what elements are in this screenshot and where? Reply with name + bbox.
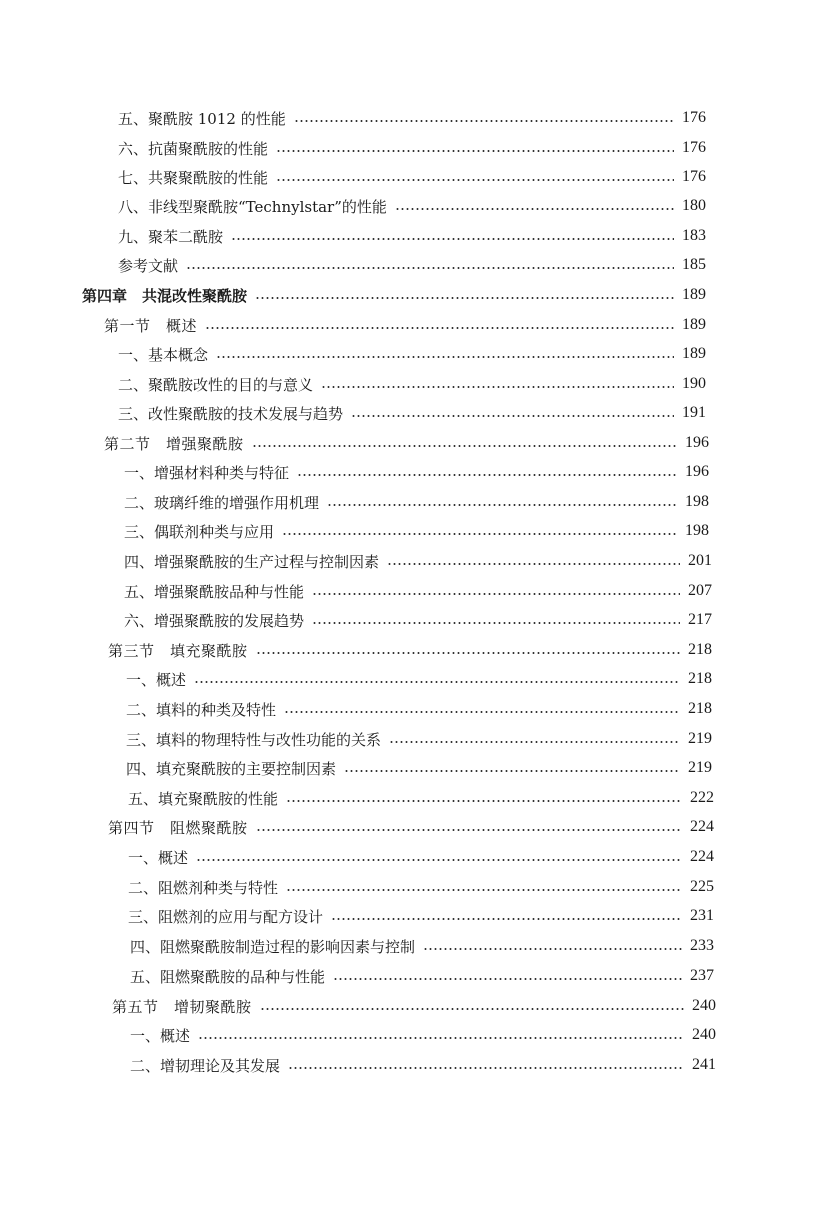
toc-entry-title: 四、填充聚酰胺的主要控制因素 xyxy=(126,759,337,778)
toc-entry-page: 231 xyxy=(690,907,714,924)
toc-entry-title: 二、聚酰胺改性的目的与意义 xyxy=(118,375,314,394)
toc-entry xyxy=(126,697,712,721)
toc-entry-page: 218 xyxy=(688,641,712,658)
toc-entry-title: 五、阻燃聚酰胺的品种与性能 xyxy=(130,967,326,986)
dot-leader xyxy=(312,622,680,624)
dot-leader xyxy=(312,593,680,595)
dot-leader xyxy=(198,1037,684,1039)
dot-leader xyxy=(344,770,680,772)
dot-leader xyxy=(395,208,674,210)
toc-entry-page: 219 xyxy=(688,730,712,747)
dot-leader xyxy=(276,179,674,181)
toc-entry-title: 九、聚苯二酰胺 xyxy=(118,227,224,246)
toc-entry-title: 八、非线型聚酰胺“Technylstar”的性能 xyxy=(118,197,387,216)
toc-entry-title: 五、填充聚酰胺的性能 xyxy=(128,789,279,808)
toc-entry-page: 189 xyxy=(682,286,706,303)
toc-entry xyxy=(124,490,709,514)
dot-leader xyxy=(284,711,680,713)
toc-entry-title: 三、改性聚酰胺的技术发展与趋势 xyxy=(118,404,344,423)
toc-entry-title: 六、抗菌聚酰胺的性能 xyxy=(118,139,269,158)
toc-entry-page: 218 xyxy=(688,700,712,717)
dot-leader xyxy=(255,297,674,299)
toc-entry-title: 参考文献 xyxy=(118,256,179,275)
dot-leader xyxy=(387,563,680,565)
toc-entry-page: 189 xyxy=(682,345,706,362)
toc-entry xyxy=(128,845,714,869)
toc-entry xyxy=(124,608,712,632)
toc-section-title: 第三节 填充聚酰胺 xyxy=(108,641,248,660)
toc-entry-page: 196 xyxy=(685,463,709,480)
toc-entry xyxy=(124,460,709,484)
dot-leader xyxy=(331,918,682,920)
toc-section-title: 第五节 增韧聚酰胺 xyxy=(112,997,252,1016)
toc-entry-page: 240 xyxy=(692,997,716,1014)
toc-entry-page: 218 xyxy=(688,670,712,687)
toc-section xyxy=(108,638,712,662)
dot-leader xyxy=(256,652,680,654)
dot-leader xyxy=(194,681,680,683)
toc-entry xyxy=(118,401,706,425)
toc-entry-title: 一、概述 xyxy=(130,1026,191,1045)
dot-leader xyxy=(288,1067,684,1069)
toc-entry xyxy=(118,372,706,396)
toc-entry-page: 217 xyxy=(688,611,712,628)
toc-entry xyxy=(124,519,709,543)
toc-entry-page: 183 xyxy=(682,227,706,244)
toc-entry xyxy=(126,667,712,691)
toc-entry-title: 一、增强材料种类与特征 xyxy=(124,463,290,482)
dot-leader xyxy=(252,445,677,447)
toc-entry-page: 201 xyxy=(688,552,712,569)
toc-entry-page: 176 xyxy=(682,109,706,126)
toc-entry-page: 224 xyxy=(690,818,714,835)
toc-entry-title: 二、阻燃剂种类与特性 xyxy=(128,878,279,897)
dot-leader xyxy=(186,267,674,269)
toc-entry-title: 七、共聚聚酰胺的性能 xyxy=(118,168,269,187)
dot-leader xyxy=(260,1008,684,1010)
toc-entry-title: 三、填料的物理特性与改性功能的关系 xyxy=(126,730,382,749)
toc-entry-page: 222 xyxy=(690,789,714,806)
dot-leader xyxy=(196,859,682,861)
toc-section xyxy=(104,431,709,455)
toc-entry xyxy=(128,875,714,899)
toc-entry xyxy=(118,106,706,130)
dot-leader xyxy=(205,327,674,329)
dot-leader xyxy=(297,474,677,476)
toc-entry xyxy=(130,1023,716,1047)
toc-entry-page: 180 xyxy=(682,197,706,214)
toc-entry-page: 225 xyxy=(690,878,714,895)
toc-entry xyxy=(118,224,706,248)
toc-entry xyxy=(126,727,712,751)
dot-leader xyxy=(294,120,674,122)
toc-entry-title: 三、偶联剂种类与应用 xyxy=(124,522,275,541)
toc-entry xyxy=(118,136,706,160)
toc-entry-page: 196 xyxy=(685,434,709,451)
dot-leader xyxy=(216,356,674,358)
toc-entry-title: 四、增强聚酰胺的生产过程与控制因素 xyxy=(124,552,380,571)
toc-entry-title: 六、增强聚酰胺的发展趋势 xyxy=(124,611,305,630)
toc-entry xyxy=(118,253,706,277)
dot-leader xyxy=(351,415,674,417)
toc-chapter xyxy=(82,283,706,307)
toc-entry xyxy=(124,549,712,573)
toc-entry xyxy=(118,342,706,366)
dot-leader xyxy=(327,504,677,506)
toc-entry-page: 191 xyxy=(682,404,706,421)
toc-entry xyxy=(126,756,712,780)
dot-leader xyxy=(423,948,682,950)
toc-section xyxy=(112,994,716,1018)
toc-entry-title: 一、概述 xyxy=(126,670,187,689)
toc-entry xyxy=(130,934,714,958)
toc-entry-title: 一、概述 xyxy=(128,848,189,867)
toc-entry-page: 233 xyxy=(690,937,714,954)
toc-entry-title: 三、阻燃剂的应用与配方设计 xyxy=(128,907,324,926)
dot-leader xyxy=(282,533,677,535)
dot-leader xyxy=(231,238,674,240)
toc-entry-page: 198 xyxy=(685,522,709,539)
toc-entry-page: 198 xyxy=(685,493,709,510)
toc-entry xyxy=(118,194,706,218)
toc-section xyxy=(108,815,714,839)
dot-leader xyxy=(333,978,682,980)
toc-entry-page: 176 xyxy=(682,139,706,156)
dot-leader xyxy=(389,741,680,743)
toc-section-title: 第二节 增强聚酰胺 xyxy=(104,434,244,453)
toc-entry xyxy=(118,165,706,189)
toc-entry-title: 五、聚酰胺 1012 的性能 xyxy=(118,109,286,128)
toc-entry-page: 240 xyxy=(692,1026,716,1043)
dot-leader xyxy=(276,150,674,152)
toc-section xyxy=(104,313,706,337)
toc-entry-page: 176 xyxy=(682,168,706,185)
dot-leader xyxy=(286,889,682,891)
toc-entry xyxy=(124,579,712,603)
toc-entry-page: 237 xyxy=(690,967,714,984)
toc-entry-title: 四、阻燃聚酰胺制造过程的影响因素与控制 xyxy=(130,937,416,956)
toc-chapter-title: 第四章 共混改性聚酰胺 xyxy=(82,286,248,305)
toc-entry-page: 185 xyxy=(682,256,706,273)
dot-leader xyxy=(286,800,682,802)
toc-entry xyxy=(128,904,714,928)
toc-entry-title: 二、增韧理论及其发展 xyxy=(130,1056,281,1075)
toc-section-title: 第一节 概述 xyxy=(104,316,198,335)
toc-entry-page: 207 xyxy=(688,582,712,599)
toc-entry-page: 190 xyxy=(682,375,706,392)
toc-entry-page: 219 xyxy=(688,759,712,776)
toc-entry-title: 二、玻璃纤维的增强作用机理 xyxy=(124,493,320,512)
toc-entry-page: 189 xyxy=(682,316,706,333)
toc-entry-title: 二、填料的种类及特性 xyxy=(126,700,277,719)
toc-entry xyxy=(130,964,714,988)
toc-entry xyxy=(130,1053,716,1077)
toc-entry-title: 五、增强聚酰胺品种与性能 xyxy=(124,582,305,601)
toc-entry-page: 224 xyxy=(690,848,714,865)
toc-entry xyxy=(128,786,714,810)
dot-leader xyxy=(256,829,682,831)
toc-entry-page: 241 xyxy=(692,1056,716,1073)
dot-leader xyxy=(321,386,674,388)
toc-entry-title: 一、基本概念 xyxy=(118,345,209,364)
toc-section-title: 第四节 阻燃聚酰胺 xyxy=(108,818,248,837)
